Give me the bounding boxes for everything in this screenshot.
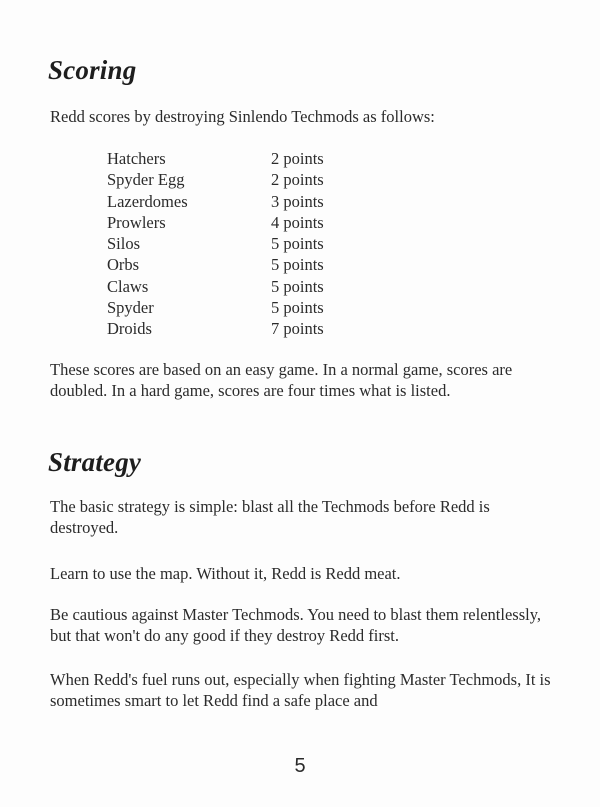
strategy-heading: Strategy	[48, 447, 142, 477]
techmod-points: 7 points	[271, 319, 324, 339]
score-table	[107, 148, 324, 340]
techmod-name: Spyder Egg	[107, 170, 185, 190]
techmod-name: Spyder	[107, 298, 154, 318]
score-row	[107, 148, 324, 169]
techmod-name: Prowlers	[107, 212, 166, 232]
strategy-paragraph: Learn to use the map. Without it, Redd is Redd meat.	[50, 564, 401, 583]
techmod-points: 5 points	[271, 298, 324, 318]
techmod-points: 2 points	[271, 149, 324, 168]
strategy-paragraph: When Redd's fuel runs out, especially when fighting Master Techmods, It is sometimes smart to let Redd find a safe place and	[50, 670, 551, 710]
techmod-name: Silos	[107, 234, 141, 254]
techmod-points: 5 points	[271, 234, 324, 254]
score-row	[107, 297, 324, 318]
techmod-points: 4 points	[271, 212, 324, 232]
techmod-points: 3 points	[271, 191, 324, 211]
score-row	[107, 233, 324, 254]
strategy-paragraph: The basic strategy is simple: blast all the Techmods before Redd is destroyed.	[50, 497, 490, 537]
score-row	[107, 318, 324, 339]
techmod-points: 5 points	[271, 276, 324, 296]
scoring-heading: Scoring	[48, 55, 137, 85]
page-number: 5	[294, 755, 306, 777]
scoring-intro: Redd scores by destroying Sinlendo Techmods as follows:	[50, 107, 435, 126]
score-row	[107, 254, 324, 275]
score-row	[107, 169, 324, 190]
techmod-name: Hatchers	[107, 149, 166, 168]
techmod-name: Claws	[107, 276, 149, 296]
score-row	[107, 276, 324, 297]
techmod-name: Lazerdomes	[107, 191, 188, 211]
techmod-points: 2 points	[271, 170, 324, 190]
techmod-points: 5 points	[271, 255, 324, 275]
techmod-name: Orbs	[107, 255, 140, 275]
scores-note: These scores are based on an easy game. In a normal game, scores are doubled. In a hard game, scores are four times what is listed.	[50, 360, 513, 400]
score-row	[107, 212, 324, 233]
score-row	[107, 191, 324, 212]
strategy-paragraph: Be cautious against Master Techmods. You need to blast them relentlessly, but that won't do any good if they destroy Redd first.	[50, 605, 542, 645]
techmod-name: Droids	[107, 319, 152, 339]
